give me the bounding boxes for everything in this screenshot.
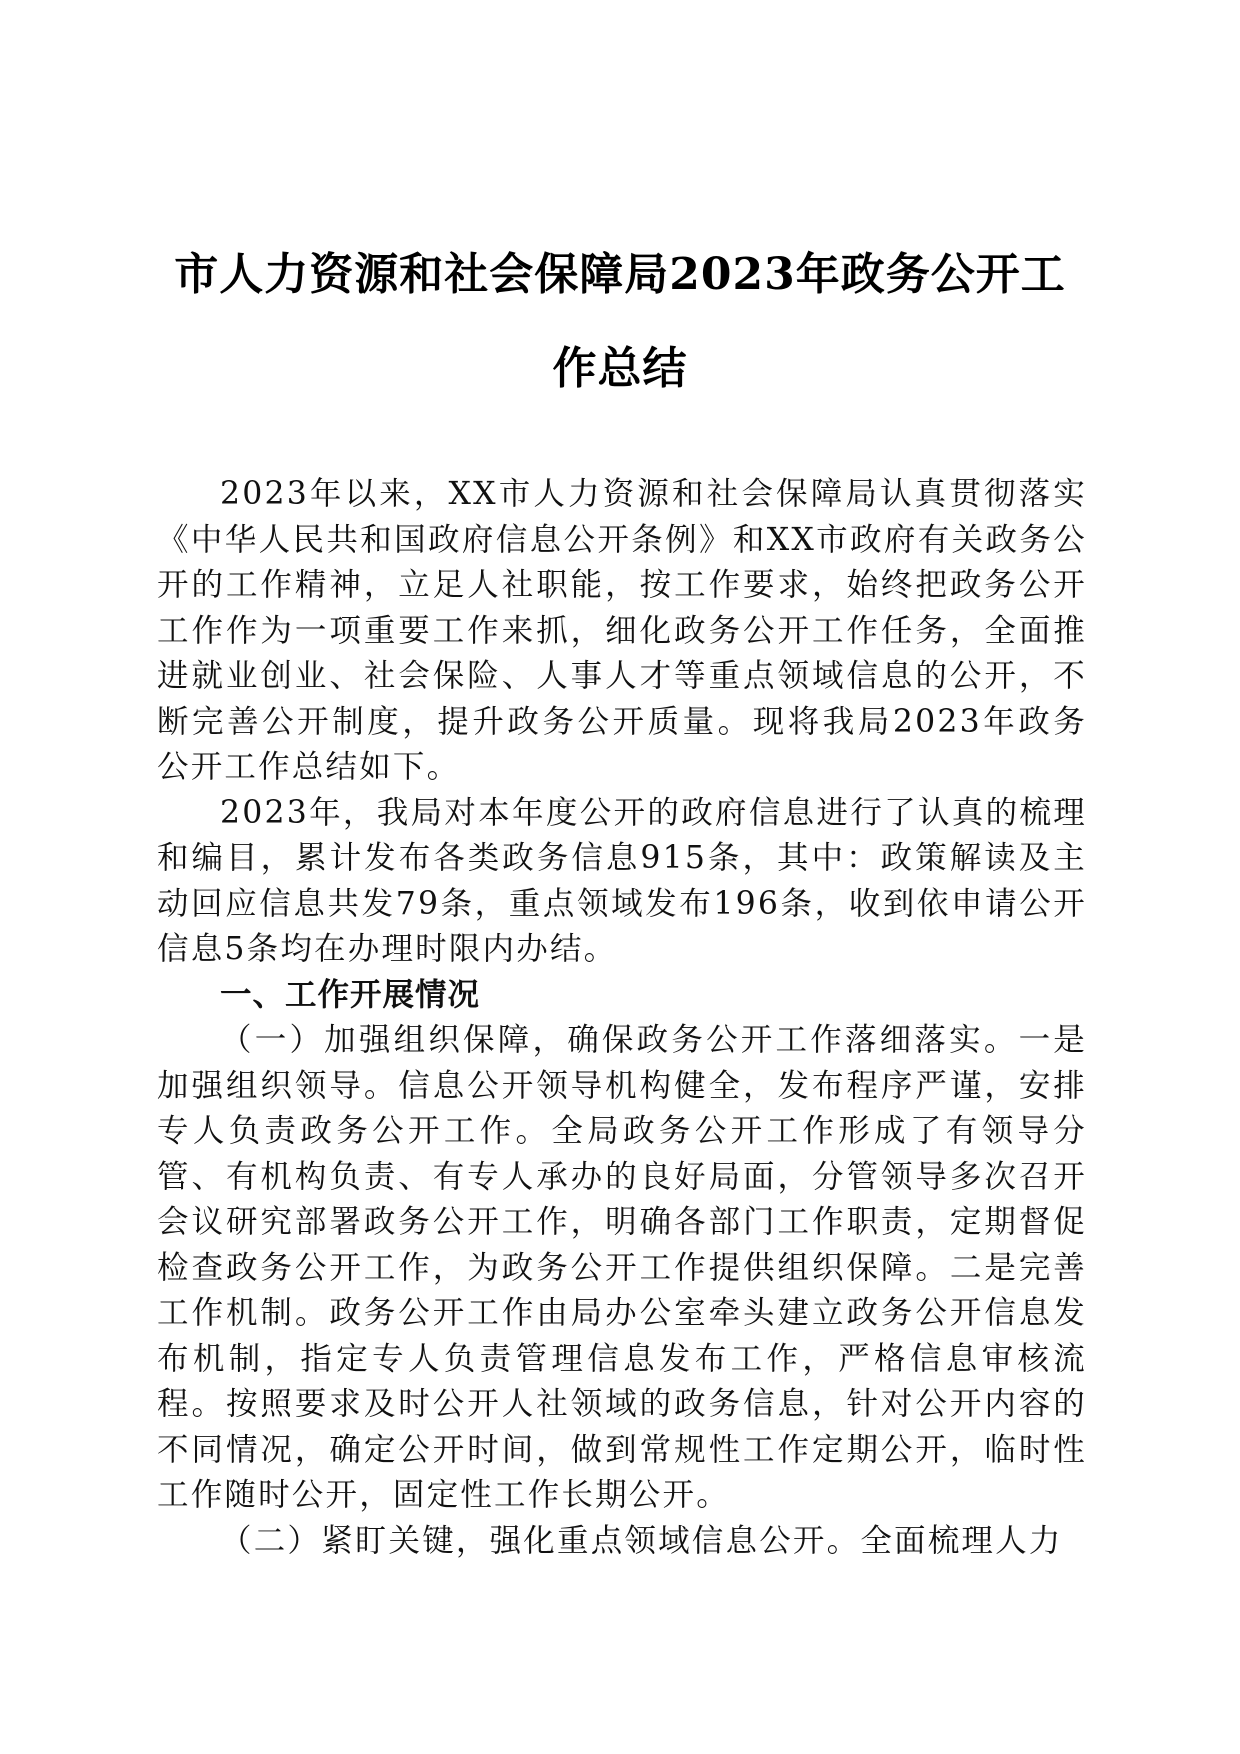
subsection-lead: （一）加强组织保障，确保政务公开工作落细落实。 — [220, 1022, 1019, 1058]
statistics-paragraph: 2023年，我局对本年度公开的政府信息进行了认真的梳理和编目，累计发布各类政务信息915条，其中：政策解读及主动回应信息共发79条，重点领域发布196条，收到依申请公开信息5条均在办理时限内办结。 — [157, 794, 1087, 967]
section-heading: 一、工作开展情况 — [220, 976, 481, 1013]
document-title — [150, 228, 1090, 416]
subsection-text: 一是加强组织领导。信息公开领导机构健全，发布程序严谨，安排专人负责政务公开工作。全局政务公开工作形成了有领导分管、有机构负责、有专人承办的良好局面，分管领导多次召开会议研究部署政务公开工作，明确各部门工作职责，定期督促检查政务公开工作，为政务公开工作提供组织保障。二是完善工作机制。政务公开工作由局办公室牵头建立政务公开信息发布机制，指定专人负责管理信息发布工作，严格信息审核流程。按照要求及时公开人社领域的政务信息，针对公开内容的不同情况，确定公开时间，做到常规性工作定期公开，临时性工作随时公开，固定性工作长期公开。 — [157, 1022, 1087, 1513]
subsection-lead: （二）紧盯关键，强化重点领域信息公开。 — [220, 1522, 861, 1559]
subsection-text: 全面梳理人力 — [860, 1522, 1063, 1559]
subsection-paragraph — [157, 1018, 1087, 1519]
subsection-paragraph — [157, 1519, 1087, 1565]
title-line-2: 作总结 — [552, 343, 688, 394]
document-body — [157, 472, 1087, 1564]
intro-paragraph: 2023年以来，XX市人力资源和社会保障局认真贯彻落实《中华人民共和国政府信息公开条例》和XX市政府有关政务公开的工作精神，立足人社职能，按工作要求，始终把政务公开工作作为一项重要工作来抓，细化政务公开工作任务，全面推进就业创业、社会保险、人事人才等重点领域信息的公开，不断完善公开制度，提升政务公开质量。现将我局2023年政务公开工作总结如下。 — [157, 476, 1087, 785]
title-line-1: 市人力资源和社会保障局2023年政务公开工 — [174, 249, 1066, 300]
